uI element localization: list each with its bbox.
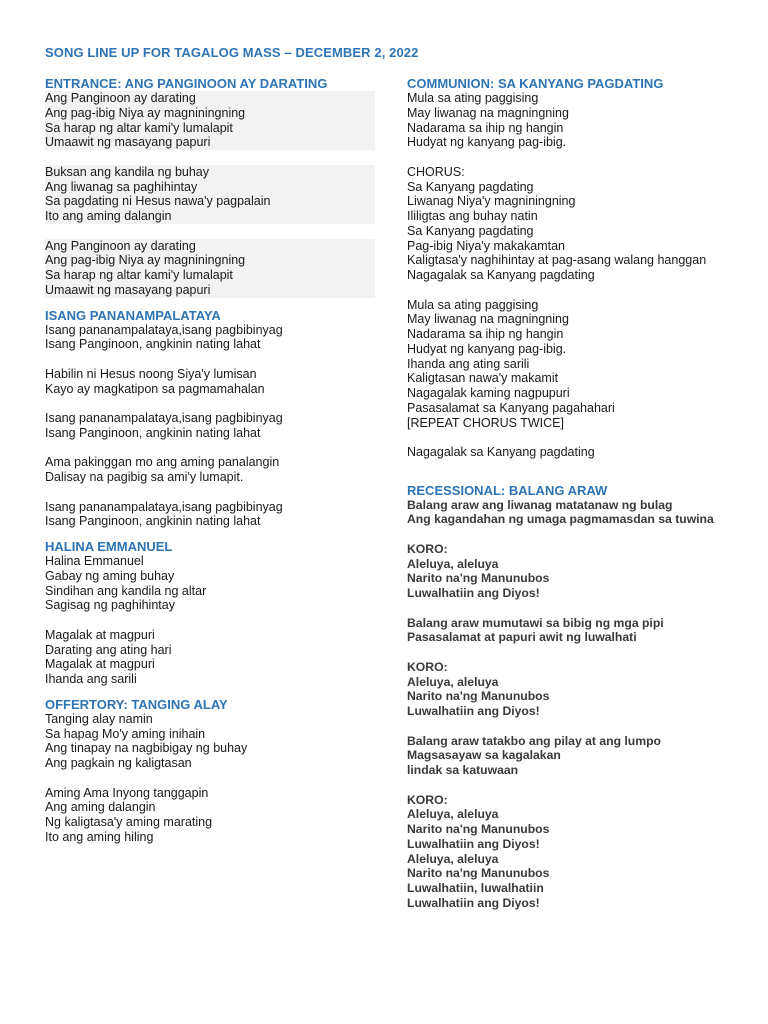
lyric-line: Ihanda ang sarili [45, 672, 137, 686]
lyric-line: Ito ang aming dalangin [45, 209, 375, 224]
stanza-break [45, 150, 375, 165]
lyric-line: Ihanda ang ating sarili [407, 356, 530, 371]
lyric-line: Ang liwanag sa paghihintay [45, 180, 375, 195]
lyric-line: Habilin ni Hesus noong Siya'y lumisan [45, 366, 257, 381]
lyric-line: Ang Panginoon ay darating [45, 91, 375, 106]
lyric-line: Hudyat ng kanyang pag-ibig. [407, 135, 567, 150]
lyrics-block [407, 498, 757, 911]
lyric-line: Sa hapag Mo'y aming inihain [45, 726, 206, 741]
lyric-line: Halina Emmanuel [45, 554, 144, 568]
lyric-line: Ang kagandahan ng umaga pagmamasdan sa tuwina [407, 512, 714, 527]
stanza-break [407, 719, 757, 734]
lyric-line: Mula sa ating paggising [407, 297, 539, 312]
lyric-line: Luwalhatiin ang Diyos! [407, 895, 540, 910]
section-recessional [407, 483, 757, 911]
lyric-line: Kayo ay magkatipon sa pagmamahalan [45, 381, 265, 396]
lyric-line: Nagagalak sa Kanyang pagdating [407, 268, 595, 282]
stanza-break [45, 396, 375, 411]
lyric-line: Umaawit ng masayang papuri [45, 135, 375, 150]
lyric-line: Pag-ibig Niya'y makakamtan [407, 238, 566, 253]
lyric-line: Magalak at magpuri [45, 627, 155, 642]
lyric-line: Sa pagdating ni Hesus nawa'y pagpalain [45, 194, 375, 209]
lyric-line: Nagagalak kaming nagpupuri [407, 386, 570, 400]
lyric-line: Isang pananampalataya,isang pagbibinyag [45, 499, 283, 514]
lyric-line: Aleluya, aleluya [407, 556, 499, 571]
lyric-line: Ang pag-ibig Niya ay magniningning [45, 106, 375, 121]
lyric-line: Umaawit ng masayang papuri [45, 283, 375, 298]
section-entrance [45, 76, 375, 298]
lyric-line: Sa Kanyang pagdating [407, 223, 534, 238]
lyric-line: Aleluya, aleluya [407, 807, 499, 822]
lyric-line: Ang tinapay na nagbibigay ng buhay [45, 741, 248, 756]
lyric-line: Magsasayaw sa kagalakan [407, 748, 561, 763]
lyric-line: CHORUS: [407, 164, 465, 179]
section-heading: COMMUNION: SA KANYANG PAGDATING [407, 76, 664, 91]
lyric-line: Sa Kanyang pagdating [407, 179, 534, 194]
lyric-line: May liwanag na magningning [407, 105, 569, 120]
lyric-line: Isang Panginoon, angkinin nating lahat [45, 337, 261, 352]
stanza-break [407, 430, 757, 445]
section-heading: OFFERTORY: TANGING ALAY [45, 696, 228, 712]
lyric-line: Nadarama sa ihip ng hangin [407, 327, 564, 341]
lyric-line: Luwalhatiin ang Diyos! [407, 586, 540, 600]
lyric-line: Ang Panginoon ay darating [45, 239, 375, 254]
lyric-line: Kaligtasa'y naghihintay at pag-asang walang hanggan [407, 253, 707, 268]
section-offertory [45, 697, 375, 845]
lyric-line: Luwalhatiin, luwalhatiin [407, 881, 544, 895]
lyric-line: Buksan ang kandila ng buhay [45, 165, 375, 180]
lyric-line: [REPEAT CHORUS TWICE] [407, 415, 564, 430]
right-column [407, 76, 757, 911]
lyric-line: Narito na'ng Manunubos [407, 866, 550, 881]
lyric-line: Balang araw ang liwanag matatanaw ng bulag [407, 497, 673, 512]
section-halina-emmanuel [45, 539, 375, 687]
lyric-line: Kaligtasan nawa'y makamit [407, 371, 559, 386]
lyric-line: Luwalhatiin ang Diyos! [407, 704, 540, 718]
lyric-line: Ililigtas ang buhay natin [407, 209, 538, 223]
lyric-line: Sa harap ng altar kami'y lumalapit [45, 268, 375, 283]
lyric-line: Dalisay na pagibig sa ami'y lumapit. [45, 470, 244, 484]
stanza-break [45, 224, 375, 239]
lyric-line: Sa harap ng altar kami'y lumalapit [45, 121, 375, 136]
document-title: SONG LINE UP FOR TAGALOG MASS – DECEMBER 2, 2022 [45, 45, 419, 60]
stanza-break [407, 778, 757, 793]
lyric-line: Pasasalamat sa Kanyang pagahahari [407, 400, 615, 415]
section-isang-pananampalataya [45, 308, 375, 530]
lyric-line: Ama pakinggan mo ang aming panalangin [45, 455, 280, 470]
lyric-line: Ang pagkain ng kaligtasan [45, 756, 192, 770]
lyric-line: KORO: [407, 541, 448, 556]
lyric-line: Isang Panginoon, angkinin nating lahat [45, 514, 261, 529]
lyric-line: Balang araw tatakbo ang pilay at ang lumpo [407, 733, 661, 748]
lyric-line: Balang araw mumutawi sa bibig ng mga pipi [407, 615, 664, 630]
lyric-line: Nagagalak sa Kanyang pagdating [407, 445, 595, 459]
lyric-line: Isang pananampalataya,isang pagbibinyag [45, 411, 283, 425]
lyric-line: Hudyat ng kanyang pag-ibig. [407, 341, 567, 356]
lyric-line: Aming Ama Inyong tanggapin [45, 785, 209, 800]
lyric-line: Isang Panginoon, angkinin nating lahat [45, 425, 261, 440]
stanza-break [407, 601, 757, 616]
lyrics-block [45, 323, 375, 530]
lyric-line: Nadarama sa ihip ng hangin [407, 120, 564, 135]
lyrics-block [45, 712, 375, 845]
lyric-line: Gabay ng aming buhay [45, 568, 175, 583]
lyric-line: Narito na'ng Manunubos [407, 571, 550, 586]
lyric-line: Tanging alay namin [45, 711, 153, 726]
lyric-line: Aleluya, aleluya [407, 674, 499, 689]
stanza-break [45, 771, 375, 786]
lyric-line: lindak sa katuwaan [407, 763, 519, 777]
lyric-line: Isang pananampalataya,isang pagbibinyag [45, 322, 283, 337]
lyric-line: Luwalhatiin ang Diyos! [407, 836, 540, 851]
lyric-line: Pasasalamat at papuri awit ng luwalhati [407, 630, 637, 645]
lyric-line: Ito ang aming hiling [45, 829, 154, 844]
lyric-line: Darating ang ating hari [45, 642, 172, 657]
lyric-line: Ng kaligtasa'y aming marating [45, 815, 213, 829]
lyric-line: May liwanag na magningning [407, 312, 569, 327]
lyric-line: Ang pag-ibig Niya ay magniningning [45, 253, 375, 268]
lyric-line: KORO: [407, 792, 448, 807]
stanza-break [45, 352, 375, 367]
stanza-break [407, 150, 757, 165]
stanza-break [45, 613, 375, 628]
section-heading: RECESSIONAL: BALANG ARAW [407, 482, 608, 498]
lyric-line: Aleluya, aleluya [407, 851, 499, 866]
section-communion [407, 76, 757, 460]
lyric-line: Liwanag Niya'y magniningning [407, 194, 576, 209]
lyric-line: Ang aming dalangin [45, 800, 156, 815]
stanza-break [45, 485, 375, 500]
stanza-break [407, 527, 757, 542]
lyric-line: Narito na'ng Manunubos [407, 689, 550, 704]
left-column [45, 76, 375, 845]
lyric-line: Sagisag ng paghihintay [45, 598, 175, 613]
lyric-line: Sindihan ang kandila ng altar [45, 583, 207, 598]
section-heading: ENTRANCE: ANG PANGINOON AY DARATING [45, 76, 328, 91]
lyrics-block [407, 91, 757, 460]
lyrics-block [45, 91, 375, 298]
section-heading: HALINA EMMANUEL [45, 539, 173, 554]
stanza-break [407, 645, 757, 660]
lyric-line: KORO: [407, 659, 448, 674]
lyric-line: Narito na'ng Manunubos [407, 822, 550, 836]
lyric-line: Mula sa ating paggising [407, 91, 539, 105]
section-heading: ISANG PANANAMPALATAYA [45, 307, 221, 323]
stanza-break [407, 283, 757, 298]
lyric-line: Magalak at magpuri [45, 657, 155, 672]
stanza-break [45, 441, 375, 456]
lyrics-block [45, 554, 375, 687]
